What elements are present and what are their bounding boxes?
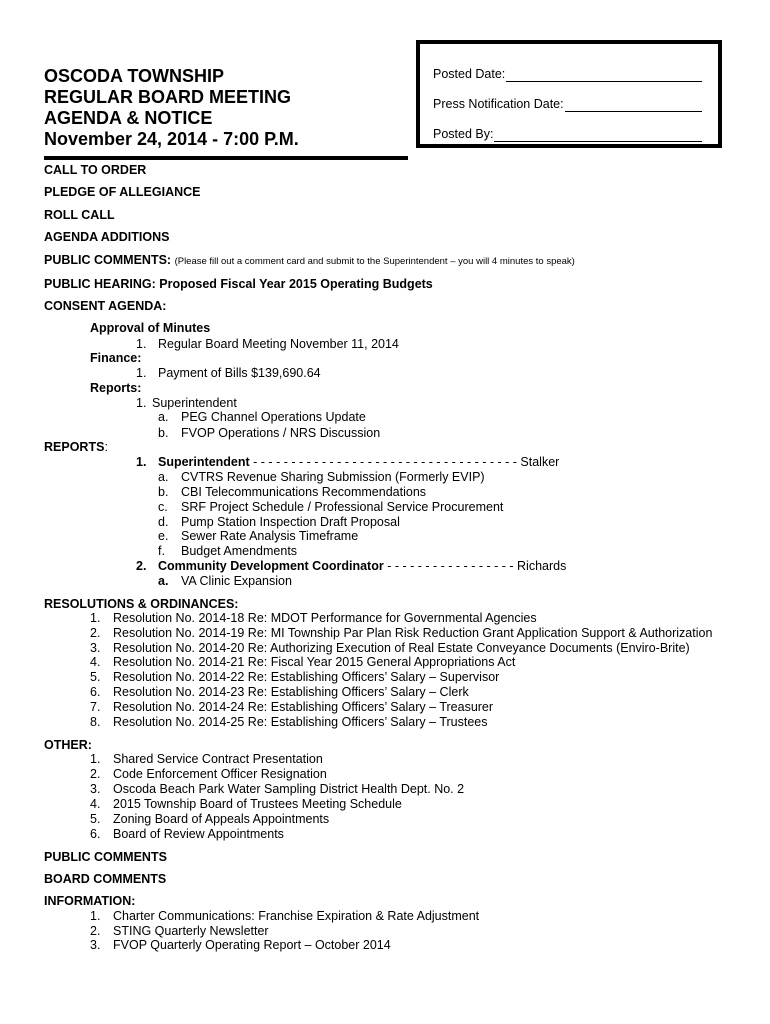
- community-development-line: [158, 559, 566, 573]
- public-comments-closing: PUBLIC COMMENTS: [44, 850, 167, 864]
- other-heading: OTHER:: [44, 738, 92, 752]
- pledge-of-allegiance: PLEDGE OF ALLEGIANCE: [44, 185, 201, 199]
- agenda-notice-title: AGENDA & NOTICE: [44, 108, 213, 128]
- resolution-number: 5.: [90, 670, 101, 684]
- resolution-item: Resolution No. 2014-19 Re: MI Township Par Plan Risk Reduction Grant Application Support & Authorization: [113, 626, 713, 640]
- other-number: 4.: [90, 797, 101, 811]
- superintendent-item-letter: e.: [158, 529, 169, 543]
- resolutions-heading: RESOLUTIONS & ORDINANCES:: [44, 597, 239, 611]
- other-item: 2015 Township Board of Trustees Meeting Schedule: [113, 797, 402, 811]
- public-hearing: PUBLIC HEARING: Proposed Fiscal Year 2015 Operating Budgets: [44, 277, 433, 291]
- resolution-item: Resolution No. 2014-23 Re: Establishing Officers’ Salary – Clerk: [113, 685, 469, 699]
- resolution-item: Resolution No. 2014-24 Re: Establishing Officers’ Salary – Treasurer: [113, 700, 494, 714]
- board-comments: BOARD COMMENTS: [44, 872, 167, 886]
- resolution-item: Resolution No. 2014-20 Re: Authorizing Execution of Real Estate Conveyance Documents (Enviro-Brite): [113, 641, 690, 655]
- posted-by-label: Posted By:: [433, 127, 494, 141]
- superintendent-item-letter: a.: [158, 470, 169, 484]
- finance-item: Payment of Bills $139,690.64: [158, 366, 321, 380]
- superintendent-name: Stalker: [520, 455, 560, 469]
- call-to-order: CALL TO ORDER: [44, 163, 147, 177]
- superintendent-leader-dashes: - - - - - - - - - - - - - - - - - - - - - - - - - - - - - - - - - - -: [253, 455, 517, 469]
- community-development-name: Richards: [517, 559, 567, 573]
- posted-date-line: [506, 81, 702, 82]
- agenda-additions: AGENDA ADDITIONS: [44, 230, 170, 244]
- public-comments-note: (Please fill out a comment card and submit to the Superintendent – you will 4 minutes to speak): [174, 256, 575, 267]
- posted-date-label: Posted Date:: [433, 67, 506, 81]
- public-comments-label: PUBLIC COMMENTS:: [44, 253, 172, 267]
- community-development-item: VA Clinic Expansion: [181, 574, 292, 588]
- superintendent-item: Budget Amendments: [181, 544, 298, 558]
- posted-by-line: [494, 141, 702, 142]
- resolution-number: 8.: [90, 715, 101, 729]
- resolution-item: Resolution No. 2014-21 Re: Fiscal Year 2015 General Appropriations Act: [113, 655, 516, 669]
- approval-item-number: 1.: [136, 337, 147, 351]
- other-item: Shared Service Contract Presentation: [113, 752, 323, 766]
- information-heading: INFORMATION:: [44, 894, 136, 908]
- public-comments-heading: [44, 253, 575, 267]
- finance-item-number: 1.: [136, 366, 147, 380]
- superintendent-number: 1.: [136, 455, 147, 469]
- superintendent-item-letter: c.: [158, 500, 168, 514]
- approval-item: Regular Board Meeting November 11, 2014: [158, 337, 399, 351]
- information-number: 3.: [90, 938, 101, 952]
- township-name: OSCODA TOWNSHIP: [44, 66, 225, 86]
- press-notification-date-label: Press Notification Date:: [433, 97, 564, 111]
- reports-consent-sub-letter: a.: [158, 410, 169, 424]
- community-development-item-letter: a.: [158, 574, 169, 588]
- superintendent-item-letter: d.: [158, 515, 169, 529]
- other-number: 1.: [90, 752, 101, 766]
- superintendent-item: Pump Station Inspection Draft Proposal: [181, 515, 400, 529]
- information-number: 2.: [90, 924, 101, 938]
- resolution-item: Resolution No. 2014-22 Re: Establishing Officers’ Salary – Supervisor: [113, 670, 500, 684]
- reports-consent-item-number: 1.: [136, 396, 147, 410]
- other-number: 3.: [90, 782, 101, 796]
- resolution-item: Resolution No. 2014-18 Re: MDOT Performance for Governmental Agencies: [113, 611, 537, 625]
- information-number: 1.: [90, 909, 101, 923]
- information-item: STING Quarterly Newsletter: [113, 924, 269, 938]
- information-item: Charter Communications: Franchise Expiration & Rate Adjustment: [113, 909, 480, 923]
- resolution-number: 1.: [90, 611, 101, 625]
- reports-label: REPORTS: [44, 440, 105, 454]
- superintendent-line: [158, 455, 559, 469]
- other-item: Zoning Board of Appeals Appointments: [113, 812, 330, 826]
- reports-consent-label: Reports:: [90, 381, 142, 395]
- resolution-number: 3.: [90, 641, 101, 655]
- information-item: FVOP Quarterly Operating Report – October 2014: [113, 938, 391, 952]
- header-rule: [44, 156, 408, 160]
- reports-consent-sub-item: FVOP Operations / NRS Discussion: [181, 426, 381, 440]
- meeting-type: REGULAR BOARD MEETING: [44, 87, 291, 107]
- resolution-number: 7.: [90, 700, 101, 714]
- superintendent-item: Sewer Rate Analysis Timeframe: [181, 529, 359, 543]
- superintendent-item-letter: f.: [158, 544, 165, 558]
- press-notification-date-line: [565, 111, 702, 112]
- approval-of-minutes-label: Approval of Minutes: [90, 321, 211, 335]
- other-number: 2.: [90, 767, 101, 781]
- other-number: 6.: [90, 827, 101, 841]
- superintendent-item: CVTRS Revenue Sharing Submission (Formerly EVIP): [181, 470, 485, 484]
- reports-heading: [44, 440, 108, 454]
- finance-label: Finance:: [90, 351, 142, 365]
- other-item: Board of Review Appointments: [113, 827, 284, 841]
- other-item: Oscoda Beach Park Water Sampling District Health Dept. No. 2: [113, 782, 465, 796]
- reports-consent-sub-letter: b.: [158, 426, 169, 440]
- meeting-date-time: November 24, 2014 - 7:00 P.M.: [44, 129, 299, 149]
- reports-consent-sub-item: PEG Channel Operations Update: [181, 410, 366, 424]
- superintendent-title: Superintendent: [158, 455, 250, 469]
- resolution-number: 6.: [90, 685, 101, 699]
- community-development-leader-dashes: - - - - - - - - - - - - - - - - -: [387, 559, 514, 573]
- reports-consent-item: Superintendent: [152, 396, 237, 410]
- resolution-number: 2.: [90, 626, 101, 640]
- consent-agenda-heading: CONSENT AGENDA:: [44, 299, 167, 313]
- resolution-item: Resolution No. 2014-25 Re: Establishing Officers’ Salary – Trustees: [113, 715, 488, 729]
- other-item: Code Enforcement Officer Resignation: [113, 767, 327, 781]
- reports-colon: :: [104, 440, 108, 454]
- resolution-number: 4.: [90, 655, 101, 669]
- superintendent-item: CBI Telecommunications Recommendations: [181, 485, 427, 499]
- other-number: 5.: [90, 812, 101, 826]
- superintendent-item: SRF Project Schedule / Professional Service Procurement: [181, 500, 504, 514]
- roll-call: ROLL CALL: [44, 208, 115, 222]
- community-development-number: 2.: [136, 559, 147, 573]
- community-development-title: Community Development Coordinator: [158, 559, 384, 573]
- superintendent-item-letter: b.: [158, 485, 169, 499]
- posting-box: [416, 40, 722, 148]
